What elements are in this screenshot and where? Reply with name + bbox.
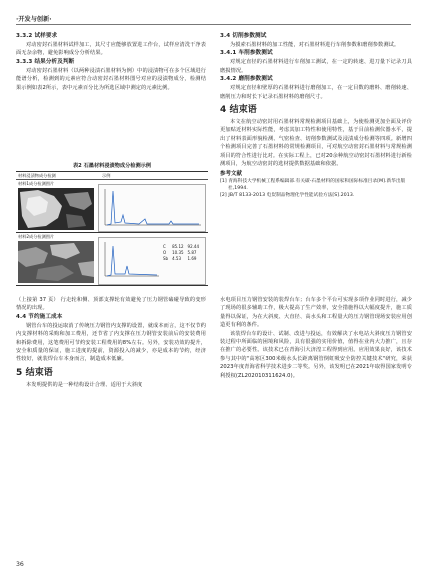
left-column-bottom	[16, 296, 206, 389]
figure-row-material-2	[16, 233, 208, 286]
sem-micrograph-image	[18, 241, 94, 283]
right-column-top	[220, 32, 412, 199]
right-column-bottom	[220, 296, 412, 380]
paragraph: 对动密封石墨材料（以两种浸渍石墨材料为例）中的浸渍物可在多个区域进行能谱分析，检测到的元素应符合动密封石墨材料图号对应的浸渍物成分，检测结果示例如表2所示，表中元素百分比为所选区域中测定的元素比例。	[16, 67, 206, 91]
section-heading: 5 结束语	[16, 367, 53, 378]
subsection-heading: 3.3.3 结果分析及判断	[16, 58, 75, 65]
paragraph: 对规定直径和壁厚的石墨材料进行磨削加工，在一定目数的磨料、磨削转速、磨削压力和时长下记录石墨材料的磨削尺寸。	[220, 85, 412, 100]
table-cell: Sb	[163, 256, 169, 261]
table-cell: 4.53	[172, 256, 181, 261]
table-cell: 92.44	[187, 244, 199, 249]
subsection-heading: 3.4.1 车削参数测试	[220, 50, 273, 57]
paragraph: 对规定直径的石墨材料进行车削加工测试，在一定的转速、进刀量下记录刀具磨损情况。	[220, 59, 412, 74]
left-column-top	[16, 32, 206, 92]
figure-row-label: 材料1成分检测图片	[18, 181, 55, 186]
figure-row-label: 材料2成分检测图片	[18, 234, 55, 239]
table-figure	[16, 162, 208, 288]
subsection-heading: 3.4.2 磨削参数测试	[220, 76, 273, 83]
sem-micrograph-image	[18, 188, 94, 230]
table-cell: C	[163, 244, 166, 249]
running-head: ·开发与创新·	[16, 16, 52, 23]
table-cell: 1.69	[187, 256, 197, 261]
subsection-heading: 4.4 节约施工成本	[16, 313, 63, 320]
paragraph: 为摸索石墨材料的加工性能，对石墨材料进行车削参数和磨削参数测试。	[230, 42, 400, 48]
references-heading: 参考文献	[220, 171, 242, 178]
reference-item: [1] 青海科技大学机械工程系编辑部.有关碳-石墨材料的国家和国际标准目录[M].新华出版社,1994.	[220, 179, 406, 192]
paragraph: 本发明提供的是一种结构设计合理、适用于大斜度	[26, 381, 143, 388]
element-table-box	[98, 237, 206, 285]
table-cell: O	[163, 250, 167, 255]
table-cell: 5.87	[187, 250, 197, 255]
paragraph: 本文在航空动密封用石墨材料常规检测项目基础上，为使检测更加全面及评价更加贴近材料实际性能，考虑其加工特性和使用特性，基于目前检测仪器水平，提出了材料表面形貌检测、气密检查、切削参数测试及浸渍成分检测等四项。新增四个检测项目完善了石墨材料的常规检测项目，可对航空动密封石墨材料与常规检测项目的符合性进行比对。在实际工程上，已对20余种航空动密封石墨材料进行新检测项目，为航空动密封的选材提供数据基础和依据。	[220, 119, 412, 168]
eds-spectrum-chart	[98, 184, 206, 232]
paragraph: 水电项目压力钢管安装的装焊台车；台车多个平台可实现多项作业同时进行，减少了现场的很多辅助工作，极大提高了生产效率，安全措施得以大幅度提升，施工质量得以保证，为在大斜度、大直径、高水头和工程量大的压力钢管现场安装应用创造更有利的条件。	[220, 297, 412, 329]
table-cell: 85.12	[172, 244, 184, 249]
page-number: 36	[16, 561, 24, 568]
table-caption: 表2 石墨材料浸渍物成分检测示例	[72, 163, 152, 169]
table-header-cell: 材料浸渍物成分检测	[16, 172, 100, 180]
figure-row-material-1	[16, 180, 208, 233]
subsection-heading: 3.4 切削参数测试	[220, 33, 267, 39]
table-header	[16, 171, 208, 180]
reference-item: [2] JB/T 8133-2013 电炭制品物理化学性能试验方法[S].2013.	[220, 193, 355, 199]
section-heading: 4 结束语	[220, 105, 257, 116]
element-percent-table	[161, 244, 201, 262]
paragraph: 钢管台车的投运取消了传统压力钢管内支撑的设置，就成本而言，这不仅节约内支撑材料的采购和加工费用，还节省了内支撑在压力钢管安装前后的安装费用和拆除费用，这笔费用可节约安装工程费用的8%左右。另外，安装功效的提升，安全和质量的保证，施工进度的提前，资源投入的减少，亦是成本的节约，经济性较好，就装焊台车本身而言，制造成本低廉。	[16, 322, 206, 363]
references	[220, 170, 412, 199]
table-row	[161, 256, 201, 262]
subsection-heading: 3.3.2 试样要求	[16, 33, 58, 39]
paragraph: 对动密封石墨材料试样加工，其尺寸应能够放置进工作台，试样应清洗干净表面无杂余物，避免影响成分分析结果。	[16, 42, 206, 57]
paragraph: 该装焊台车的设计、试制、改进与投运，有效解决了水电站大斜度压力钢管安装过程中所面临的困境和风险，具有很强的实用价值，值得在业内大力推广，且存在推广的必要性。该技术已在青海引大济湟工程得到应用。应用效果良好，该技术参与其中的"高寒区300米级水头长距离钢管倒虹吸安全防控关键技术"研究，荣获2023年度青海省科学技术进步二等奖。另外，该发明已在2021年取得国家发明专利授权(ZL202010311624.0)。	[220, 330, 412, 379]
header-rule	[16, 24, 411, 25]
table-header-cell: 示例	[100, 172, 208, 180]
paragraph: （上接第 37 页） 行走轮和侧、顶部支撑轮有效避免了压力钢管磕碰导致的变形情况的出现。	[16, 297, 206, 312]
table-cell: 10.35	[172, 250, 184, 255]
